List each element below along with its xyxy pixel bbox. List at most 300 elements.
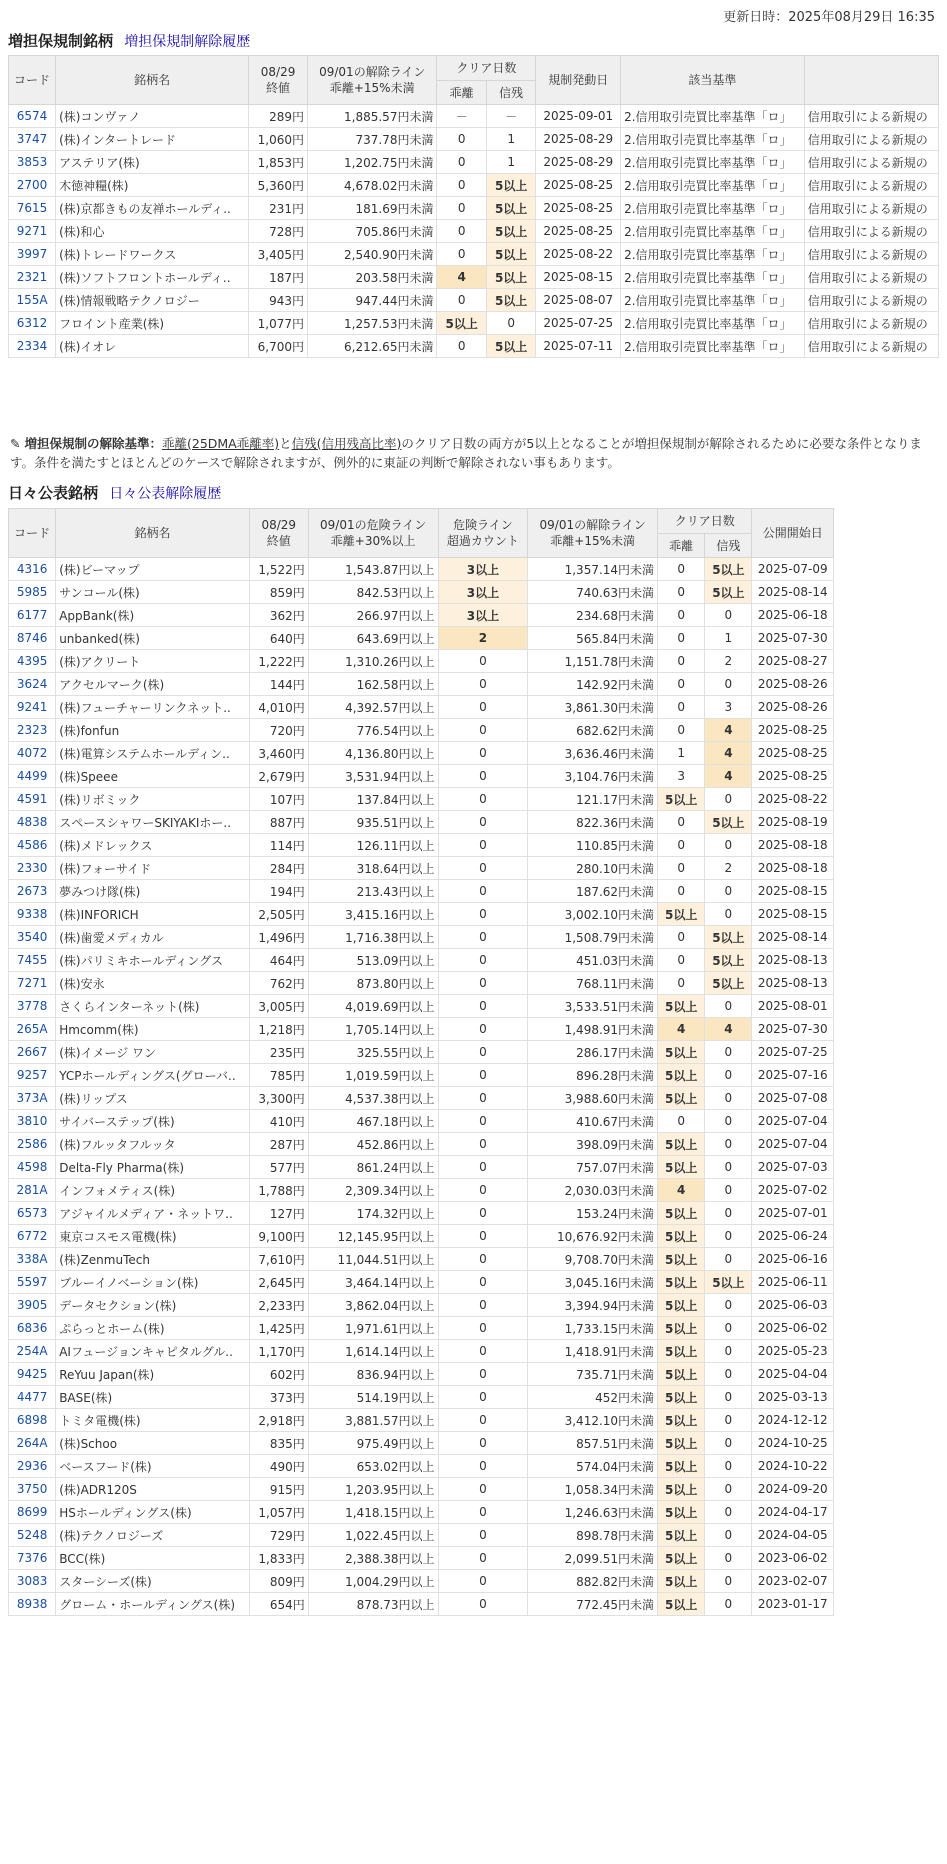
release-line: 110.85円未満 [528, 834, 658, 857]
over-count: 0 [438, 1110, 528, 1133]
stock-code[interactable] [9, 220, 56, 243]
stock-code-link[interactable]: 6574 [16, 109, 48, 123]
close-price: 235円 [249, 1041, 308, 1064]
table-row [9, 335, 939, 358]
stock-code-link[interactable]: 4591 [16, 792, 48, 806]
stock-code-link[interactable]: 8746 [16, 631, 48, 645]
stock-code-link[interactable]: 5985 [16, 585, 48, 599]
release-criteria-note [10, 434, 935, 472]
regulation-start-date: 2025-08-25 [536, 174, 621, 197]
stock-code-link[interactable]: 4598 [16, 1160, 48, 1174]
stock-code[interactable] [9, 650, 56, 673]
stock-code[interactable] [9, 1501, 56, 1524]
over-count: 0 [438, 995, 528, 1018]
stock-code-link[interactable]: 281A [16, 1183, 48, 1197]
disclosure-start-date: 2025-08-13 [752, 949, 834, 972]
section1-history-link[interactable]: 増担保規制解除履歴 [124, 34, 251, 50]
disclosure-start-date: 2024-12-12 [752, 1409, 834, 1432]
danger-line: 1,019.59円以上 [308, 1064, 438, 1087]
table-row [9, 995, 834, 1018]
table-row [9, 128, 939, 151]
criteria-detail: 信用取引による新規の [804, 197, 938, 220]
close-price: 1,218円 [249, 1018, 308, 1041]
col2-danger-line[interactable]: 09/01の危険ライン 乖離+30%以上 [308, 509, 438, 558]
note-kairi-link[interactable]: 乖離(25DMA乖離率) [161, 436, 280, 451]
stock-code[interactable] [9, 880, 56, 903]
stock-code-link[interactable]: 4838 [16, 815, 48, 829]
danger-line: 4,537.38円以上 [308, 1087, 438, 1110]
danger-line: 318.64円以上 [308, 857, 438, 880]
over-count: 0 [438, 788, 528, 811]
stock-code-link[interactable]: 2323 [16, 723, 48, 737]
clear-days-kairi: 0 [658, 811, 705, 834]
disclosure-start-date: 2025-08-22 [752, 788, 834, 811]
col2-kairi[interactable]: 乖離 [658, 534, 705, 558]
disclosure-start-date: 2025-08-15 [752, 880, 834, 903]
release-line: 565.84円未満 [528, 627, 658, 650]
table-row [9, 1018, 834, 1041]
close-price: 2,918円 [249, 1409, 308, 1432]
disclosure-start-date: 2025-08-01 [752, 995, 834, 1018]
disclosure-start-date: 2025-08-18 [752, 857, 834, 880]
clear-days-kairi: 5以上 [658, 1409, 705, 1432]
over-count: 0 [438, 926, 528, 949]
stock-code[interactable] [9, 995, 56, 1018]
clear-days-kairi: 5以上 [658, 1156, 705, 1179]
stock-code[interactable] [9, 243, 56, 266]
stock-code-link[interactable]: 254A [16, 1344, 48, 1358]
stock-code[interactable] [9, 742, 56, 765]
stock-code[interactable] [9, 696, 56, 719]
stock-code[interactable] [9, 1455, 56, 1478]
table-row [9, 1317, 834, 1340]
release-line: 451.03円未満 [528, 949, 658, 972]
stock-code-link[interactable]: 7455 [16, 953, 48, 967]
stock-code[interactable] [9, 1156, 56, 1179]
table-row [9, 1225, 834, 1248]
stock-name: (株)コンヴァノ [56, 105, 249, 128]
clear-days-kairi: 0 [658, 696, 705, 719]
clear-days-shinzan: 5以上 [705, 811, 752, 834]
stock-code-link[interactable]: 2586 [16, 1137, 48, 1151]
close-price: 287円 [249, 1133, 308, 1156]
release-line: 9,708.70円未満 [528, 1248, 658, 1271]
stock-code-link[interactable]: 3810 [16, 1114, 48, 1128]
stock-code-link[interactable]: 8938 [16, 1597, 48, 1611]
clear-days-shinzan: 2 [705, 857, 752, 880]
col-name[interactable]: 銘柄名 [56, 56, 249, 105]
danger-line: 4,392.57円以上 [308, 696, 438, 719]
over-count: 0 [438, 673, 528, 696]
stock-name: (株)メドレックス [56, 834, 250, 857]
criteria-detail: 信用取引による新規の [804, 174, 938, 197]
stock-code[interactable] [9, 949, 56, 972]
stock-code-link[interactable]: 2673 [16, 884, 48, 898]
stock-code-link[interactable]: 9241 [16, 700, 48, 714]
stock-name: YCPホールディングス(グローバ.. [56, 1064, 250, 1087]
stock-code[interactable] [9, 1179, 56, 1202]
release-line: 10,676.92円未満 [528, 1225, 658, 1248]
stock-code[interactable] [9, 1018, 56, 1041]
close-price: 231円 [249, 197, 308, 220]
stock-code[interactable] [9, 673, 56, 696]
criteria: 2.信用取引売買比率基準「ロ」 [621, 312, 805, 335]
stock-name: (株)イメージ ワン [56, 1041, 250, 1064]
disclosure-start-date: 2025-08-14 [752, 581, 834, 604]
disclosure-start-date: 2025-08-14 [752, 926, 834, 949]
col2-name[interactable]: 銘柄名 [56, 509, 250, 558]
col2-release-line[interactable]: 09/01の解除ライン 乖離+15%未満 [528, 509, 658, 558]
stock-name: グローム・ホールディングス(株) [56, 1593, 250, 1616]
stock-code[interactable] [9, 1524, 56, 1547]
clear-days-shinzan: 0 [705, 1455, 752, 1478]
clear-days-shinzan: 0 [705, 1363, 752, 1386]
stock-code-link[interactable]: 3750 [16, 1482, 48, 1496]
col2-over-count[interactable]: 危険ライン 超過カウント [438, 509, 528, 558]
note-pencil-icon: ✎ [10, 436, 21, 451]
close-price: 2,645円 [249, 1271, 308, 1294]
clear-days-kairi: 5以上 [658, 1041, 705, 1064]
section1-heading [8, 30, 250, 51]
stock-code-link[interactable]: 8699 [16, 1505, 48, 1519]
regulation-start-date: 2025-08-15 [536, 266, 621, 289]
clear-days-kairi: 4 [658, 1179, 705, 1202]
stock-code[interactable] [9, 926, 56, 949]
table-row [9, 949, 834, 972]
close-price: 1,425円 [249, 1317, 308, 1340]
stock-code[interactable] [9, 1363, 56, 1386]
stock-code[interactable] [9, 1110, 56, 1133]
stock-code[interactable] [9, 312, 56, 335]
stock-name: アクセルマーク(株) [56, 673, 250, 696]
col-shinzan[interactable]: 信残 [486, 81, 535, 105]
disclosure-start-date: 2025-06-03 [752, 1294, 834, 1317]
stock-name: ぷらっとホーム(株) [56, 1317, 250, 1340]
disclosure-start-date: 2025-08-19 [752, 811, 834, 834]
stock-code[interactable] [9, 174, 56, 197]
clear-days-shinzan: 0 [486, 312, 535, 335]
danger-line: 513.09円以上 [308, 949, 438, 972]
clear-days-kairi: 5以上 [658, 1524, 705, 1547]
col-release-line[interactable]: 09/01の解除ライン 乖離+15%未満 [307, 56, 436, 105]
stock-code[interactable] [9, 857, 56, 880]
table-row [9, 857, 834, 880]
stock-code-link[interactable]: 3853 [16, 155, 48, 169]
note-shinzan-link[interactable]: 信残(信用残高比率) [291, 436, 402, 451]
close-price: 654円 [249, 1593, 308, 1616]
table-row [9, 1340, 834, 1363]
stock-code[interactable] [9, 1041, 56, 1064]
stock-code[interactable] [9, 1386, 56, 1409]
stock-code-link[interactable]: 4395 [16, 654, 48, 668]
stock-code[interactable] [9, 811, 56, 834]
stock-code-link[interactable]: 9257 [16, 1068, 48, 1082]
stock-name: (株)イオレ [56, 335, 249, 358]
stock-code[interactable] [9, 1478, 56, 1501]
clear-days-kairi: 5以上 [658, 1570, 705, 1593]
stock-code[interactable] [9, 581, 56, 604]
close-price: 2,233円 [249, 1294, 308, 1317]
clear-days-shinzan: 0 [705, 1317, 752, 1340]
clear-days-shinzan: 5以上 [705, 558, 752, 581]
col-kairi[interactable]: 乖離 [437, 81, 486, 105]
stock-code-link[interactable]: 264A [16, 1436, 48, 1450]
stock-name: unbanked(株) [56, 627, 250, 650]
stock-code[interactable] [9, 834, 56, 857]
over-count: 0 [438, 1156, 528, 1179]
close-price: 114円 [249, 834, 308, 857]
disclosure-start-date: 2025-04-04 [752, 1363, 834, 1386]
stock-code-link[interactable]: 373A [16, 1091, 48, 1105]
stock-code-link[interactable]: 265A [16, 1022, 48, 1036]
stock-code-link[interactable]: 3997 [16, 247, 48, 261]
release-line: 772.45円未満 [528, 1593, 658, 1616]
stock-code[interactable] [9, 105, 56, 128]
stock-code[interactable] [9, 558, 56, 581]
over-count: 0 [438, 1501, 528, 1524]
over-count: 0 [438, 1271, 528, 1294]
stock-code-link[interactable]: 4499 [16, 769, 48, 783]
stock-code[interactable] [9, 1409, 56, 1432]
stock-code-link[interactable]: 3083 [16, 1574, 48, 1588]
stock-code-link[interactable]: 2667 [16, 1045, 48, 1059]
stock-code[interactable] [9, 1294, 56, 1317]
release-line: 181.69円未満 [307, 197, 436, 220]
stock-code-link[interactable]: 6898 [16, 1413, 48, 1427]
stock-name: 東京コスモス電機(株) [56, 1225, 250, 1248]
regulation-start-date: 2025-07-11 [536, 335, 621, 358]
stock-code-link[interactable]: 338A [16, 1252, 48, 1266]
table-row [9, 1363, 834, 1386]
table-row [9, 1133, 834, 1156]
over-count: 0 [438, 1225, 528, 1248]
criteria: 2.信用取引売買比率基準「ロ」 [621, 243, 805, 266]
stock-code[interactable] [9, 197, 56, 220]
stock-code-link[interactable]: 7615 [16, 201, 48, 215]
stock-code-link[interactable]: 2321 [16, 270, 48, 284]
stock-code[interactable] [9, 1064, 56, 1087]
stock-code-link[interactable]: 4316 [16, 562, 48, 576]
clear-days-shinzan: 5以上 [486, 220, 535, 243]
stock-code-link[interactable]: 4586 [16, 838, 48, 852]
stock-code[interactable] [9, 1593, 56, 1616]
stock-code[interactable] [9, 1547, 56, 1570]
col2-price[interactable]: 08/29 終値 [249, 509, 308, 558]
release-line: 4,678.02円未満 [307, 174, 436, 197]
criteria: 2.信用取引売買比率基準「ロ」 [621, 105, 805, 128]
col-price[interactable]: 08/29 終値 [249, 56, 308, 105]
stock-code[interactable] [9, 1340, 56, 1363]
release-line: 3,988.60円未満 [528, 1087, 658, 1110]
table-row [9, 266, 939, 289]
table-row [9, 811, 834, 834]
section2-history-link[interactable]: 日々公表解除履歴 [109, 486, 222, 502]
close-price: 3,300円 [249, 1087, 308, 1110]
col-code[interactable]: コード [9, 56, 56, 105]
stock-code[interactable] [9, 1432, 56, 1455]
clear-days-kairi: 5以上 [658, 1547, 705, 1570]
stock-code-link[interactable]: 7376 [16, 1551, 48, 1565]
stock-code[interactable] [9, 335, 56, 358]
release-line: 398.09円未満 [528, 1133, 658, 1156]
stock-code[interactable] [9, 128, 56, 151]
close-price: 3,005円 [249, 995, 308, 1018]
col2-code[interactable]: コード [9, 509, 56, 558]
stock-code[interactable] [9, 765, 56, 788]
table-row [9, 558, 834, 581]
stock-code-link[interactable]: 3747 [16, 132, 48, 146]
danger-line: 1,543.87円以上 [308, 558, 438, 581]
criteria: 2.信用取引売買比率基準「ロ」 [621, 335, 805, 358]
stock-code-link[interactable]: 2700 [16, 178, 48, 192]
danger-line: 3,862.04円以上 [308, 1294, 438, 1317]
stock-code[interactable] [9, 627, 56, 650]
close-price: 1,170円 [249, 1340, 308, 1363]
table-row [9, 926, 834, 949]
clear-days-kairi: 0 [658, 949, 705, 972]
close-price: 194円 [249, 880, 308, 903]
danger-line: 467.18円以上 [308, 1110, 438, 1133]
stock-code[interactable] [9, 1271, 56, 1294]
stock-code-link[interactable]: 3540 [16, 930, 48, 944]
criteria: 2.信用取引売買比率基準「ロ」 [621, 220, 805, 243]
disclosure-start-date: 2025-06-16 [752, 1248, 834, 1271]
stock-code[interactable] [9, 289, 56, 312]
criteria-detail: 信用取引による新規の [804, 335, 938, 358]
stock-code-link[interactable]: 3624 [16, 677, 48, 691]
col-clear-days: クリア日数 [437, 56, 536, 81]
danger-line: 11,044.51円以上 [308, 1248, 438, 1271]
stock-code-link[interactable]: 4072 [16, 746, 48, 760]
clear-days-kairi: 5以上 [658, 1225, 705, 1248]
clear-days-shinzan: 0 [705, 1593, 752, 1616]
stock-code-link[interactable]: 2334 [16, 339, 48, 353]
stock-name: (株)リップス [56, 1087, 250, 1110]
stock-code-link[interactable]: 2936 [16, 1459, 48, 1473]
stock-code-link[interactable]: 155A [16, 293, 48, 307]
clear-days-shinzan: 0 [705, 1248, 752, 1271]
stock-code-link[interactable]: 3905 [16, 1298, 48, 1312]
stock-code[interactable] [9, 1087, 56, 1110]
stock-name: (株)Speee [56, 765, 250, 788]
release-line: 3,533.51円未満 [528, 995, 658, 1018]
danger-line: 514.19円以上 [308, 1386, 438, 1409]
criteria: 2.信用取引売買比率基準「ロ」 [621, 128, 805, 151]
regulation-start-date: 2025-09-01 [536, 105, 621, 128]
stock-code[interactable] [9, 1202, 56, 1225]
table-row [9, 1593, 834, 1616]
clear-days-shinzan: 0 [705, 1501, 752, 1524]
over-count: 0 [438, 1363, 528, 1386]
release-line: 705.86円未満 [307, 220, 436, 243]
stock-name: (株)INFORICH [56, 903, 250, 926]
danger-line: 1,022.45円以上 [308, 1524, 438, 1547]
stock-code[interactable] [9, 1133, 56, 1156]
stock-code[interactable] [9, 1570, 56, 1593]
stock-name: サイバーステップ(株) [56, 1110, 250, 1133]
stock-code[interactable] [9, 151, 56, 174]
stock-code[interactable] [9, 788, 56, 811]
close-price: 728円 [249, 220, 308, 243]
stock-code-link[interactable]: 9271 [16, 224, 48, 238]
stock-name: (株)パリミキホールディングス [56, 949, 250, 972]
stock-code-link[interactable]: 7271 [16, 976, 48, 990]
clear-days-kairi: 0 [658, 972, 705, 995]
danger-line: 266.97円以上 [308, 604, 438, 627]
stock-name: (株)情報戦略テクノロジー [56, 289, 249, 312]
close-price: 284円 [249, 857, 308, 880]
stock-code-link[interactable]: 2330 [16, 861, 48, 875]
clear-days-shinzan: 0 [705, 1087, 752, 1110]
close-price: 5,360円 [249, 174, 308, 197]
disclosure-start-date: 2025-07-25 [752, 1041, 834, 1064]
close-price: 720円 [249, 719, 308, 742]
stock-code-link[interactable]: 6772 [16, 1229, 48, 1243]
stock-code-link[interactable]: 6312 [16, 316, 48, 330]
col2-start-date[interactable]: 公開開始日 [752, 509, 834, 558]
clear-days-shinzan: 0 [705, 1110, 752, 1133]
stock-code-link[interactable]: 3778 [16, 999, 48, 1013]
stock-code[interactable] [9, 1317, 56, 1340]
stock-code[interactable] [9, 719, 56, 742]
clear-days-kairi: 0 [437, 289, 486, 312]
table-row [9, 880, 834, 903]
over-count: 0 [438, 650, 528, 673]
stock-code[interactable] [9, 266, 56, 289]
over-count: 0 [438, 880, 528, 903]
clear-days-shinzan: 5以上 [705, 581, 752, 604]
stock-name: (株)ビーマップ [56, 558, 250, 581]
stock-code-link[interactable]: 6573 [16, 1206, 48, 1220]
close-price: 362円 [249, 604, 308, 627]
stock-code-link[interactable]: 6836 [16, 1321, 48, 1335]
close-price: 602円 [249, 1363, 308, 1386]
col-start-date[interactable]: 規制発動日 [536, 56, 621, 105]
col2-shinzan[interactable]: 信残 [705, 534, 752, 558]
stock-code[interactable] [9, 903, 56, 926]
stock-code[interactable] [9, 1248, 56, 1271]
col2-clear-days: クリア日数 [658, 509, 752, 534]
stock-code[interactable] [9, 604, 56, 627]
criteria-detail: 信用取引による新規の [804, 220, 938, 243]
stock-code-link[interactable]: 5248 [16, 1528, 48, 1542]
danger-line: 836.94円以上 [308, 1363, 438, 1386]
release-line: 410.67円未満 [528, 1110, 658, 1133]
release-line: 740.63円未満 [528, 581, 658, 604]
stock-code[interactable] [9, 1225, 56, 1248]
danger-line: 4,019.69円以上 [308, 995, 438, 1018]
criteria: 2.信用取引売買比率基準「ロ」 [621, 197, 805, 220]
stock-code-link[interactable]: 9338 [16, 907, 48, 921]
clear-days-kairi: 0 [658, 1110, 705, 1133]
stock-code[interactable] [9, 972, 56, 995]
stock-code-link[interactable]: 6177 [16, 608, 48, 622]
over-count: 0 [438, 1064, 528, 1087]
stock-code-link[interactable]: 9425 [16, 1367, 48, 1381]
clear-days-kairi: 0 [437, 220, 486, 243]
disclosure-start-date: 2024-04-17 [752, 1501, 834, 1524]
stock-code-link[interactable]: 4477 [16, 1390, 48, 1404]
stock-name: データセクション(株) [56, 1294, 250, 1317]
col-criteria: 該当基準 [621, 56, 805, 105]
close-price: 7,610円 [249, 1248, 308, 1271]
table-row [9, 1110, 834, 1133]
stock-name: アジャイルメディア・ネットワ.. [56, 1202, 250, 1225]
clear-days-kairi: 5以上 [658, 1501, 705, 1524]
stock-name: (株)テクノロジーズ [56, 1524, 250, 1547]
clear-days-kairi: 4 [437, 266, 486, 289]
stock-code-link[interactable]: 5597 [16, 1275, 48, 1289]
